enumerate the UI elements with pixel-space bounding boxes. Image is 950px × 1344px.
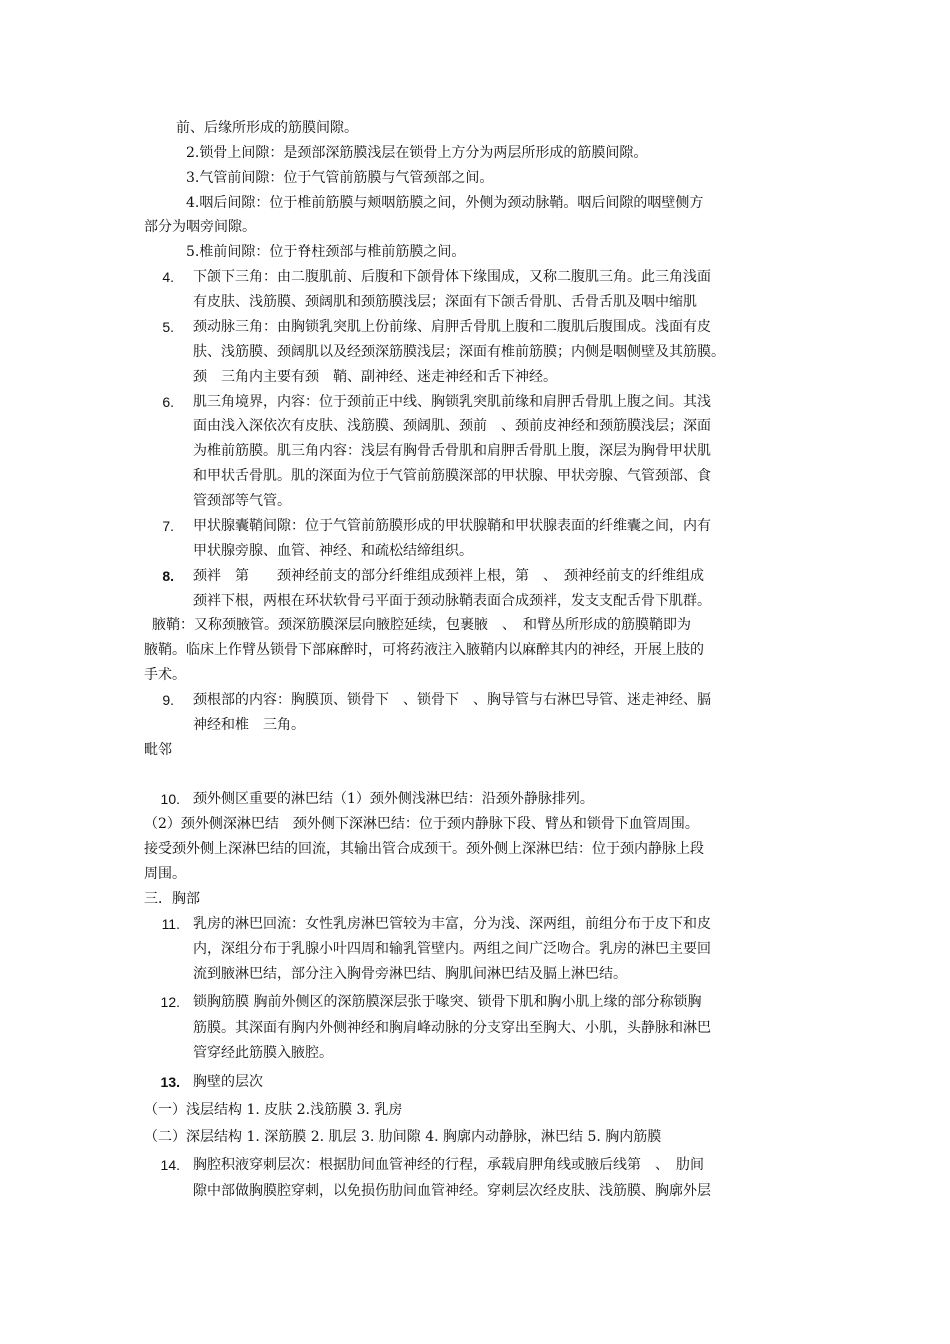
list-number: 5. — [162, 319, 174, 335]
text-line: 接受颈外侧上深淋巴结的回流，其输出管合成颈干。颈外侧上深淋巴结：位于颈内静脉上段 — [144, 841, 704, 857]
text-line: 内，深组分布于乳腺小叶四周和输乳管壁内。两组之间广泛吻合。乳房的淋巴主要回 — [193, 941, 711, 957]
text-line: 部分为咽旁间隙。 — [144, 219, 256, 235]
list-number: 9. — [162, 692, 174, 708]
text-line: 腋鞘：又称颈腋管。颈深筋膜深层向腋腔延续，包裹腋 、 和臂丛所形成的筋膜鞘即为 — [152, 617, 691, 633]
text-line: 颈外侧区重要的淋巴结（1）颈外侧浅淋巴结：沿颈外静脉排列。 — [193, 791, 594, 807]
text-line: 2.锁骨上间隙：是颈部深筋膜浅层在锁骨上方分为两层所形成的筋膜间隙。 — [186, 145, 648, 161]
text-line: 流到腋淋巴结，部分注入胸骨旁淋巴结、胸肌间淋巴结及膈上淋巴结。 — [193, 966, 627, 982]
text-line: 神经和椎 三角。 — [193, 717, 305, 733]
text-line: 面由浅入深依次有皮肤、浅筋膜、颈阔肌、颈前 、颈前皮神经和颈筋膜浅层；深面 — [193, 418, 711, 434]
text-line: 甲状腺旁腺、血管、神经、和疏松结缔组织。 — [193, 543, 473, 559]
text-line: 管颈部等气管。 — [193, 493, 291, 509]
text-line: 胸腔积液穿刺层次：根据肋间血管神经的行程，承载肩胛角线或腋后线第 、 肋间 — [193, 1157, 704, 1173]
list-number: 8. — [162, 568, 174, 584]
text-line: 锁胸筋膜 胸前外侧区的深筋膜深层张于喙突、锁骨下肌和胸小肌上缘的部分称锁胸 — [193, 994, 702, 1010]
list-number: 12. — [160, 994, 180, 1010]
text-line: （二）深层结构 1. 深筋膜 2. 肌层 3. 肋间隙 4. 胸廓内动静脉，淋巴结 5. 胸内筋膜 — [144, 1129, 662, 1145]
text-line: 为椎前筋膜。肌三角内容：浅层有胸骨舌骨肌和肩胛舌骨肌上腹，深层为胸骨甲状肌 — [193, 443, 711, 459]
list-number: 4. — [162, 269, 174, 285]
text-line: 3.气管前间隙：位于气管前筋膜与气管颈部之间。 — [186, 170, 494, 186]
text-line: 有皮肤、浅筋膜、颈阔肌和颈筋膜浅层；深面有下颌舌骨肌、舌骨舌肌及咽中缩肌 — [193, 294, 697, 310]
text-line: 颈根部的内容：胸膜顶、锁骨下 、锁骨下 、胸导管与右淋巴导管、迷走神经、膈 — [193, 692, 711, 708]
text-line: 前、后缘所形成的筋膜间隙。 — [176, 120, 358, 136]
text-line: 腋鞘。临床上作臂丛锁骨下部麻醉时，可将药液注入腋鞘内以麻醉其内的神经，开展上肢的 — [144, 642, 704, 658]
text-line: 和甲状舌骨肌。肌的深面为位于气管前筋膜深部的甲状腺、甲状旁腺、气管颈部、食 — [193, 468, 711, 484]
text-line: 下颌下三角：由二腹肌前、后腹和下颌骨体下缘围成，又称二腹肌三角。此三角浅面 — [193, 269, 711, 285]
text-line: 管穿经此筋膜入腋腔。 — [193, 1045, 333, 1061]
text-line: 颈动脉三角：由胸锁乳突肌上份前缘、肩胛舌骨肌上腹和二腹肌后腹围成。浅面有皮 — [193, 319, 711, 335]
text-line: 毗邻 — [144, 742, 172, 758]
text-line: 隙中部做胸膜腔穿刺，以免损伤肋间血管神经。穿刺层次经皮肤、浅筋膜、胸廓外层 — [193, 1183, 711, 1199]
text-line: 胸壁的层次 — [193, 1074, 263, 1090]
text-line: 乳房的淋巴回流：女性乳房淋巴管较为丰富，分为浅、深两组，前组分布于皮下和皮 — [193, 916, 711, 932]
text-line: 周围。 — [144, 866, 186, 882]
text-line: 手术。 — [144, 667, 186, 683]
text-line: 筋膜。其深面有胸内外侧神经和胸肩峰动脉的分支穿出至胸大、小肌，头静脉和淋巴 — [193, 1020, 711, 1036]
text-line: （一）浅层结构 1. 皮肤 2.浅筋膜 3. 乳房 — [144, 1102, 403, 1118]
list-number: 13. — [160, 1074, 180, 1090]
text-line: 颈袢 第 颈神经前支的部分纤维组成颈袢上根，第 、 颈神经前支的纤维组成 — [193, 568, 704, 584]
text-line: 肌三角境界，内容：位于颈前正中线、胸锁乳突肌前缘和肩胛舌骨肌上腹之间。其浅 — [193, 394, 711, 410]
text-line: 甲状腺囊鞘间隙：位于气管前筋膜形成的甲状腺鞘和甲状腺表面的纤维囊之间，内有 — [193, 518, 711, 534]
section-heading: 三．胸部 — [144, 891, 200, 907]
list-number: 10. — [160, 791, 180, 807]
text-line: 肤、浅筋膜、颈阔肌以及经颈深筋膜浅层；深面有椎前筋膜；内侧是咽侧壁及其筋膜。 — [193, 344, 725, 360]
list-number: 14. — [160, 1157, 180, 1173]
list-number: 7. — [162, 518, 174, 534]
text-line: 颈袢下根，两根在环状软骨弓平面于颈动脉鞘表面合成颈袢，发支支配舌骨下肌群。 — [193, 593, 711, 609]
list-number: 11. — [161, 916, 180, 932]
text-line: （2）颈外侧深淋巴结 颈外侧下深淋巴结：位于颈内静脉下段、臂丛和锁骨下血管周围。 — [144, 816, 699, 832]
list-number: 6. — [162, 394, 174, 410]
text-line: 颈 三角内主要有颈 鞘、副神经、迷走神经和舌下神经。 — [193, 369, 557, 385]
text-line: 4.咽后间隙：位于椎前筋膜与颊咽筋膜之间，外侧为颈动脉鞘。咽后间隙的咽壁侧方 — [186, 195, 704, 211]
text-line: 5.椎前间隙：位于脊柱颈部与椎前筋膜之间。 — [186, 244, 466, 260]
